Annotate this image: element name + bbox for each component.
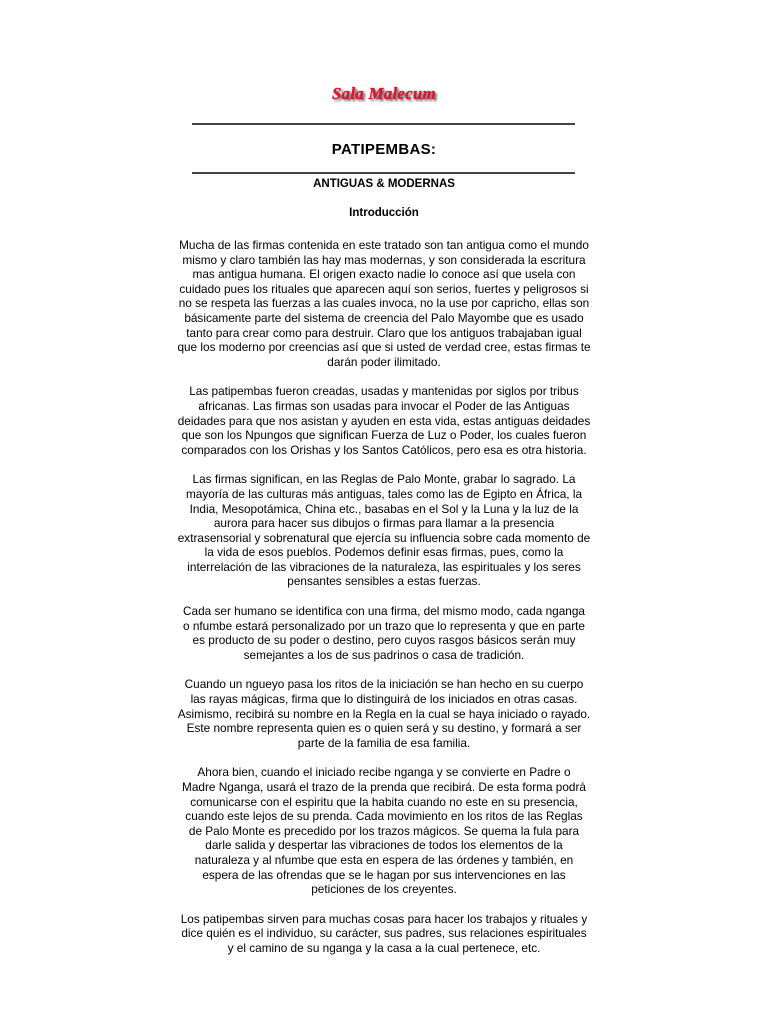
text-line: que son los Npungos que significan Fuerza de Luz o Poder, los cuales fueron bbox=[181, 428, 587, 443]
top-divider bbox=[192, 123, 575, 125]
text-line: Madre Nganga, usará el trazo de la prenda que recibirá. De esta forma podrá bbox=[182, 780, 586, 794]
title-divider bbox=[192, 172, 575, 174]
text-line: las rayas mágicas, firma que lo distinguirá de los iniciados en otras casas. bbox=[190, 692, 578, 707]
text-line: o nfumbe estará personalizado por un trazo que lo representa y que en parte bbox=[182, 618, 585, 633]
paragraph bbox=[150, 604, 618, 662]
text-line: India, Mesopotámica, China etc., basabas en el Sol y la Luna y la luz de la bbox=[189, 501, 579, 516]
logo-text: Sala Malecum bbox=[332, 84, 436, 103]
text-line: Las patipembas fueron creadas, usadas y mantenidas por siglos por tribus bbox=[189, 384, 579, 399]
text-line: darán poder ilimitado. bbox=[327, 354, 441, 369]
text-line: cuidado pues los rituales que aparecen aquí son serios, fuertes y peligrosos si bbox=[179, 281, 589, 296]
text-line: parte de la familia de esa familia. bbox=[297, 735, 471, 750]
text-line: interrelación de las vibraciones de la naturaleza, las espirituales y los seres bbox=[187, 559, 581, 574]
paragraph bbox=[150, 765, 618, 896]
text-line: Las firmas significan, en las Reglas de Palo Monte, grabar lo sagrado. La bbox=[192, 472, 576, 487]
text-line: Los patipembas sirven para muchas cosas para hacer los trabajos y rituales y bbox=[180, 911, 588, 926]
text-line: es producto de su poder o destino, pero cuyos rasgos básicos serán muy bbox=[192, 633, 576, 648]
text-line: extrasensorial y sobrenatural que ejercía su influencia sobre cada momento de bbox=[177, 530, 591, 545]
text-line: dice quién es el individuo, su carácter, sus padres, sus relaciones espirituales bbox=[181, 926, 587, 941]
text-line: aurora para hacer sus dibujos o firmas para llamar a la presencia bbox=[213, 516, 555, 531]
paragraph bbox=[150, 677, 618, 750]
text-line: mas antigua humana. El origen exacto nadie lo conoce así que usela con bbox=[192, 267, 576, 282]
text-line: pensantes sensibles a estas fuerzas. bbox=[287, 574, 481, 589]
paragraph bbox=[150, 238, 618, 369]
paragraph bbox=[150, 912, 618, 956]
document-title: PATIPEMBAS: bbox=[331, 141, 437, 158]
text-line: darle salida y despertar las vibraciones de todos los elementos de la bbox=[205, 838, 563, 853]
text-line: básicamente parte del sistema de creencia del Palo Mayombe que es usado bbox=[184, 310, 584, 325]
text-line: Cada ser humano se identifica con una firma, del mismo modo, cada nganga bbox=[183, 604, 585, 619]
text-line: Cuando un ngueyo pasa los ritos de la iniciación se han hecho en su cuerpo bbox=[184, 677, 584, 692]
text-line: Mucha de las firmas contenida en este tratado son tan antigua como el mundo bbox=[179, 238, 589, 252]
text-line: de Palo Monte es precedido por los trazos mágicos. Se quema la fula para bbox=[188, 823, 580, 838]
paragraph bbox=[150, 384, 618, 457]
text-line: cuando este lejos de su prenda. Cada movimiento en los ritos de las Reglas bbox=[185, 809, 583, 824]
document-subtitle: ANTIGUAS & MODERNAS bbox=[313, 178, 455, 190]
text-line: y el camino de su nganga y la casa a la cual pertenece, etc. bbox=[227, 940, 541, 955]
text-line: la vida de esos pueblos. Podemos definir esas firmas, pues, como la bbox=[204, 545, 564, 560]
text-line: naturaleza y al nfumbe que esta en espera de las órdenes y también, en bbox=[194, 852, 574, 867]
text-line: que los moderno por creencias así que si usted de verdad cree, estas firmas te bbox=[177, 340, 591, 355]
text-line: mismo y claro también las hay mas modernas, y son considerada la escritura bbox=[182, 252, 586, 267]
text-line: comunicarse con el espiritu que la habita cuando no este en su presencia, bbox=[190, 794, 578, 809]
text-line: semejantes a los de sus padrinos o casa de tradición. bbox=[243, 647, 525, 662]
text-line: deidades para que nos asistan y ayuden en esta vida, estas antiguas deidades bbox=[177, 413, 591, 428]
text-line: no se respeta las fuerzas a las cuales invoca, no la use por capricho, ellas son bbox=[178, 296, 590, 311]
text-line: Asimismo, recibirá su nombre en la Regla en la cual se haya iniciado o rayado. bbox=[177, 706, 591, 721]
text-line: tanto para crear como para destruir. Claro que los antiguos trabajaban igual bbox=[186, 325, 582, 340]
text-line: comparados con los Orishas y los Santos Católicos, pero esa es otra historia. bbox=[181, 442, 587, 457]
text-line: peticiones de los creyentes. bbox=[311, 882, 457, 897]
text-line: Este nombre representa quien es o quien será y su destino, y formará a ser bbox=[186, 721, 582, 736]
body-text bbox=[150, 238, 618, 971]
text-line: africanas. Las firmas son usadas para invocar el Poder de las Antiguas bbox=[198, 398, 570, 413]
text-line: espera de las ofrendas que se le hagan por sus intervenciones en las bbox=[202, 867, 566, 882]
section-heading: Introducción bbox=[349, 207, 419, 219]
text-line: Ahora bien, cuando el iniciado recibe nganga y se convierte en Padre o bbox=[197, 765, 571, 780]
paragraph bbox=[150, 472, 618, 589]
text-line: mayoría de las culturas más antiguas, tales como las de Egipto en África, la bbox=[185, 486, 583, 501]
